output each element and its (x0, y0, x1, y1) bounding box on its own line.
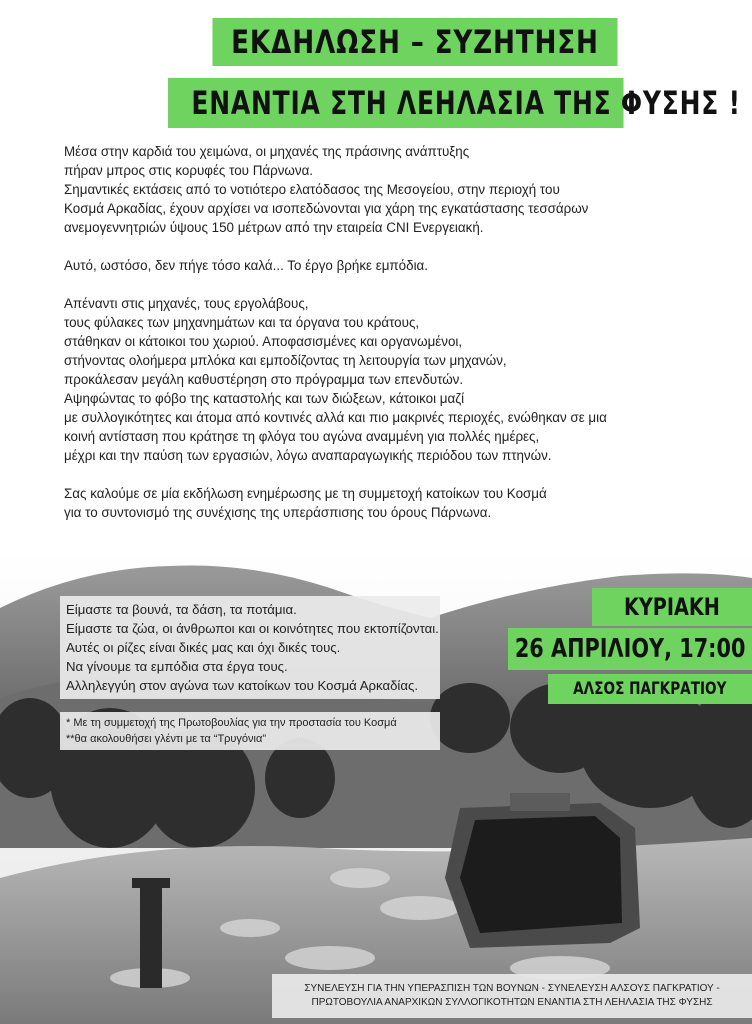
quote-line: Αυτές οι ρίζες είναι δικές μας και όχι δικές τους. (66, 640, 341, 655)
text-line: Σας καλούμε σε μία εκδήλωση ενημέρωσης με τη συμμετοχή κατοίκων του Κοσμά (64, 486, 547, 501)
title-line2: ΕΝΑΝΤΙΑ ΣΤΗ ΛΕΗΛΑΣΙΑ ΤΗΣ ΦΥΣΗΣ ! (191, 84, 741, 122)
footnotes (60, 712, 440, 750)
organizer-line: ΣΥΝΕΛΕΥΣΗ ΓΙΑ ΤΗΝ ΥΠΕΡΑΣΠΙΣΗ ΤΩΝ ΒΟΥΝΩΝ - ΣΥΝΕΛΕΥΣΗ ΑΛΣΟΥΣ ΠΑΓΚΡΑΤΙΟΥ - (304, 983, 720, 994)
intro-paragraph-1 (64, 142, 724, 237)
text-line: Αυτό, ωστόσο, δεν πήγε τόσο καλά... Το έργο βρήκε εμπόδια. (64, 258, 429, 273)
organizer-line: ΠΡΩΤΟΒΟΥΛΙΑ ΑΝΑΡΧΙΚΩΝ ΣΥΛΛΟΓΙΚΟΤΗΤΩΝ ΕΝΑΝΤΙΑ ΣΤΗ ΛΕΗΛΑΣΙΑ ΤΗΣ ΦΥΣΗΣ (311, 997, 713, 1008)
event-date: 26 ΑΠΡΙΛΙΟΥ, 17:00 (514, 634, 746, 664)
title-banner-line1 (212, 18, 617, 66)
title-banner-line2 (168, 78, 741, 128)
text-line: στήνοντας ολοήμερα μπλόκα και εμποδίζοντας τη λειτουργία των μηχανών, (64, 353, 507, 368)
quote-line: Είμαστε τα ζώα, οι άνθρωποι και οι κοινότητες που εκτοπίζονται. (66, 621, 439, 636)
event-place: ΑΛΣΟΣ ΠΑΓΚΡΑΤΙΟΥ (573, 679, 727, 699)
quote-line: Αλληλεγγύη στον αγώνα των κατοίκων του Κοσμά Αρκαδίας. (66, 678, 419, 693)
event-day-banner (592, 588, 752, 626)
quote-line: Είμαστε τα βουνά, τα δάση, τα ποτάμια. (66, 602, 297, 617)
text-line: πήραν μπρος στις κορυφές του Πάρνωνα. (64, 163, 314, 178)
organizers-footer (272, 974, 752, 1018)
event-date-banner (508, 628, 752, 670)
text-line: Κοσμά Αρκαδίας, έχουν αρχίσει να ισοπεδώνονται για χάρη της εγκατάστασης τεσσάρων (64, 201, 589, 216)
quote-line: Να γίνουμε τα εμπόδια στα έργα τους. (66, 659, 288, 674)
text-line: τους φύλακες των μηχανημάτων και τα όργανα του κράτους, (64, 315, 420, 330)
title-line1: ΕΚΔΗΛΩΣΗ – ΣΥΖΗΤΗΣΗ (231, 23, 599, 61)
event-day: ΚΥΡΙΑΚΗ (624, 593, 720, 621)
text-line: προκάλεσαν μεγάλη καθυστέρηση στο πρόγραμμα των επενδυτών. (64, 372, 464, 387)
text-line: Απέναντι στις μηχανές, τους εργολάβους, (64, 296, 309, 311)
text-line: ανεμογεννητριών ύψους 150 μέτρων από την εταιρεία CNI Ενεργειακή. (64, 220, 484, 235)
event-place-banner (548, 674, 752, 704)
intro-paragraph-4 (64, 484, 724, 522)
text-line: κοινή αντίσταση που κράτησε τη φλόγα του αγώνα αναμμένη για πολλές ημέρες, (64, 429, 540, 444)
footnote-line: **θα ακολουθήσει γλέντι με τα “Τρυγόνια” (66, 733, 267, 745)
intro-text (64, 142, 724, 541)
text-line: στάθηκαν οι κάτοικοι του χωριού. Αποφασισμένες και οργανωμένοι, (64, 334, 463, 349)
footnote-line: * Με τη συμμετοχή της Πρωτοβουλίας για την προστασία του Κοσμά (66, 717, 397, 729)
text-line: για το συντονισμό της συνέχισης της υπεράσπισης του όρους Πάρνωνα. (64, 505, 492, 520)
solidarity-quote (60, 596, 440, 699)
text-line: Αψηφώντας το φόβο της καταστολής και των διώξεων, κάτοικοι μαζί (64, 391, 465, 406)
text-line: Σημαντικές εκτάσεις από το νοτιότερο ελατόδασος της Μεσογείου, στην περιοχή του (64, 182, 560, 197)
excavator-bucket (445, 793, 640, 948)
intro-paragraph-2 (64, 256, 724, 275)
text-line: Μέσα στην καρδιά του χειμώνα, οι μηχανές της πράσινης ανάπτυξης (64, 144, 470, 159)
text-line: μέχρι και την παύση των εργασιών, λόγω αναπαραγωγικής περιόδου των πτηνών. (64, 448, 552, 463)
intro-paragraph-3 (64, 294, 724, 465)
text-line: με συλλογικότητες και άτομα από κοντινές αλλά και πιο μακρινές περιοχές, ενώθηκαν σε μια (64, 410, 607, 425)
